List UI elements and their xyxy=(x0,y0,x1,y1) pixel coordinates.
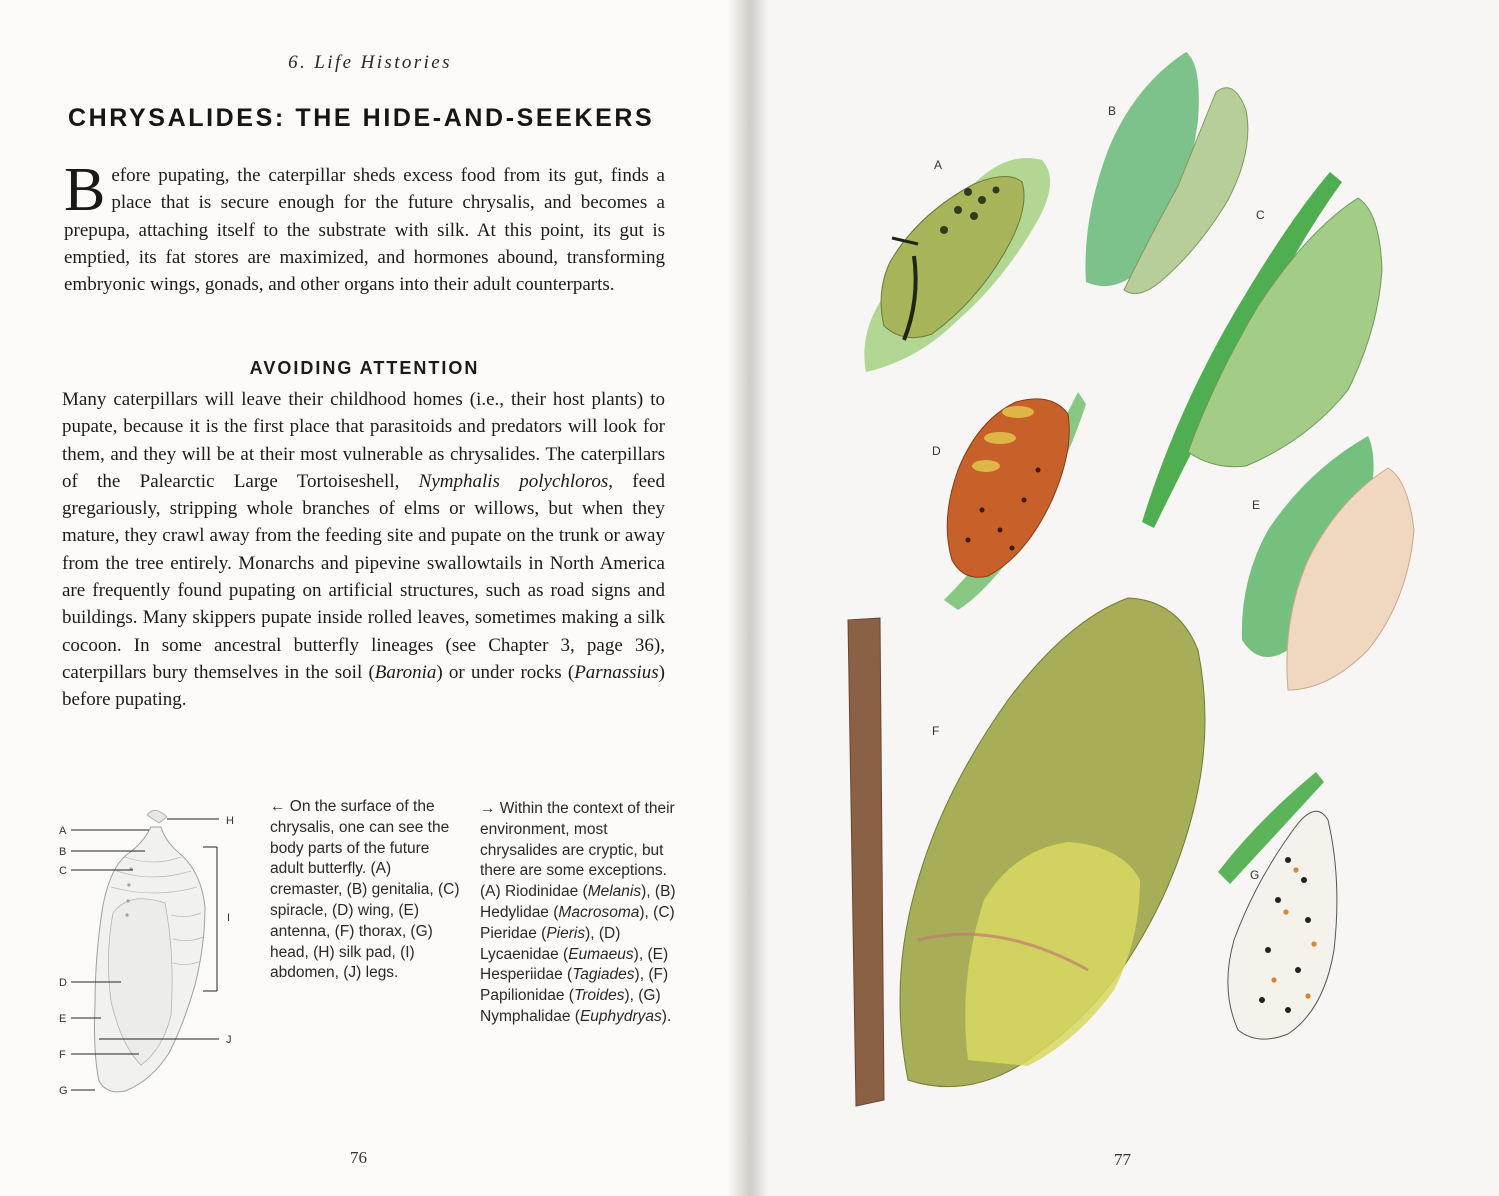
page-number-left: 76 xyxy=(350,1148,367,1167)
chrysalis-g-illustration xyxy=(1218,772,1337,1039)
caption-item: (C) Pieridae (Pieris), xyxy=(480,903,675,942)
caption-item: (G) Nymphalidae (Euphydryas). xyxy=(480,987,672,1025)
caption-item: (A) Riodinidae (Melanis), xyxy=(480,883,651,901)
diagram-label-c: C xyxy=(59,865,67,877)
intro-text: efore pupating, the caterpillar sheds excess food from its gut, finds a place that is secure enough for the future chrysalis, and becomes a prepupa, attaching itself to the substrate with silk. At this point, its gut is emptied, its fat stores are maximized, and hormones abound, transforming embryonic wings, gonads, and other organs into their adult counterparts. xyxy=(64,165,665,296)
body-paragraph xyxy=(62,386,665,714)
running-head: 6. Life Histories xyxy=(288,52,452,73)
intro-paragraph xyxy=(64,156,665,298)
chrysalis-a-illustration xyxy=(864,158,1050,372)
caption-anatomy: ← On the surface of the chrysalis, one can see the body parts of the future adult butterfly. (A) cremaster, (B) genitalia, (C) spiracle, (D) wing, (E) antenna, (F) thorax, (G) head, (H) silk pad, (I) abdomen, (J) legs. xyxy=(270,798,460,982)
diagram-label-b: B xyxy=(59,846,67,858)
plate-label-c: C xyxy=(1256,208,1265,222)
drop-cap: B xyxy=(64,156,106,224)
body-text-4: ) before pupating. xyxy=(62,661,665,711)
body-text-1: Many caterpillars will leave their childhood homes (i.e., their host plants) to pupate, because it is the first place that parasitoids and predators will look for them, and they will be at their most vulnerable as chrysalides. The caterpillars of the Palearctic Large Tortoiseshell, xyxy=(62,389,665,492)
body-text-2: , feed gregariously, stripping whole branches of elms or willows, but when they mature, they crawl away from the feeding site and pupate on the trunk or away from the tree entirely. Monarchs and pipevine swallowtails in North America are frequently found pupating on artificial structures, such as road signs and buildings. Many skippers pupate inside rolled leaves, sometimes making a silk cocoon. In some ancestral butterfly lineages (see Chapter 3, page 36), caterpillars bury themselves in the soil ( xyxy=(62,470,665,683)
plate-label-e: E xyxy=(1252,498,1261,512)
diagram-label-f: F xyxy=(59,1049,66,1061)
caption-item: (F) Papilionidae (Troides), xyxy=(480,966,669,1005)
diagram-label-e: E xyxy=(59,1013,67,1025)
chrysalis-e-illustration xyxy=(1242,436,1414,690)
diagram-label-i: I xyxy=(227,912,231,924)
genus-parnassius: Parnassius xyxy=(574,661,659,683)
section-heading: AVOIDING ATTENTION xyxy=(249,358,480,378)
caption-plate-intro: → Within the context of their environment, most chrysalides are cryptic, but there are some exceptions. xyxy=(480,800,675,880)
caption-item: (E) Hesperiidae (Tagiades), xyxy=(480,945,669,984)
plate-label-a: A xyxy=(934,158,943,172)
chrysalis-plate-illustration xyxy=(768,0,1499,1196)
caption-item: (B) Hedylidae (Macrosoma), xyxy=(480,883,676,921)
plate-label-f: F xyxy=(932,724,940,738)
plate-label-g: G xyxy=(1250,868,1260,882)
book-gutter xyxy=(728,0,768,1196)
species-name: Nymphalis polychloros xyxy=(418,470,609,492)
diagram-label-h: H xyxy=(226,815,234,827)
chrysalis-anatomy-diagram xyxy=(55,795,255,1105)
chrysalis-f-illustration xyxy=(848,598,1205,1106)
diagram-label-d: D xyxy=(59,977,67,989)
plate-label-d: D xyxy=(932,444,941,458)
body-text-3: ) or under rocks ( xyxy=(436,661,575,683)
chrysalis-b-illustration xyxy=(1085,52,1247,294)
chrysalis-d-illustration xyxy=(944,392,1086,610)
genus-baronia: Baronia xyxy=(374,661,437,683)
silk-pad xyxy=(147,810,167,823)
diagram-label-g: G xyxy=(59,1085,68,1097)
diagram-label-j: J xyxy=(226,1034,232,1046)
caption-item: (D) Lycaenidae (Eumaeus), xyxy=(480,924,644,963)
diagram-label-a: A xyxy=(59,825,67,837)
caption-plate xyxy=(480,799,680,1028)
page-number-right: 77 xyxy=(1114,1150,1131,1169)
plate-label-b: B xyxy=(1108,104,1117,118)
chapter-title: CHRYSALIDES: THE HIDE-AND-SEEKERS xyxy=(68,104,655,132)
